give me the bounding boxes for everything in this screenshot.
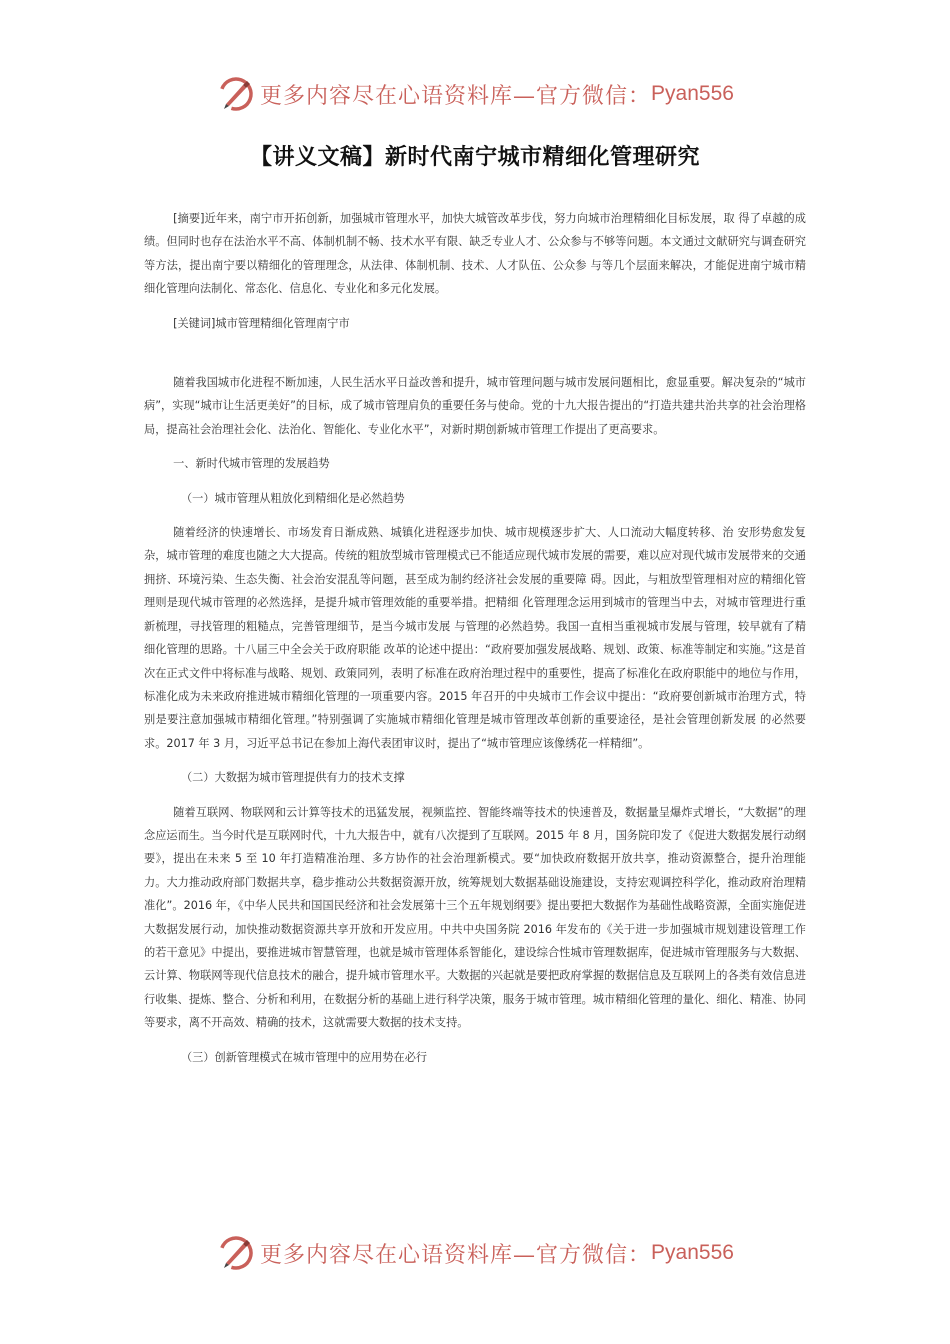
subsection-heading-2: （二）大数据为城市管理提供有力的技术支撑 [180, 771, 405, 785]
banner-text: 更多内容尽在心语资料库—官方微信： [260, 83, 652, 109]
banner-text: 更多内容尽在心语资料库—官方微信： [260, 1242, 652, 1268]
document-title: 【讲义文稿】新时代南宁城市精细化管理研究 [249, 145, 700, 170]
subsection-body-2: 随着互联网、物联网和云计算等技术的迅猛发展，视频监控、智能终端等技术的快速普及，数据量呈爆炸式增长，“大数据”的理念应运而生。当今时代是互联网时代，十九大报告中，就有八次提到了互联网。2015 年 8 月，国务院印发了《促进大数据发展行动纲要》，提出在未来 5 至 10 年打造精准治理、多方协作的社会治理新模式。要“加快政府数据开放共享，推动资源整合，提升治理能力。大力推动政府部门数据共享，稳步推动公共数据资源开放，统筹规划大数据基础设施建设，支持宏观调控科学化，推动政府治理精准化”。2016 年，《中华人民共和国国民经济和社会发展第十三个五年规划纲要》提出要把大数据作为基础性战略资源，全面实施促进大数据发展行动，加快推动数据资源共享开放和开发应用。中共中央国务院 2016 年发布的《关于进一步加强城市规划建设管理工作的若干意见》中提出，要推进城市智慧管理，也就是城市管理体系智能化，建设综合性城市管理数据库，促进城市管理服务与大数据、云计算、物联网等现代信息技术的融合，提升城市管理水平。大数据的兴起就是要把政府掌握的数据信息及互联网上的各类有效信息进行收集、提炼、整合、分析和利用，在数据分析的基础上进行科学决策，服务于城市管理。城市精细化管理的量化、细化、精准、协同等要求，离不开高效、精确的技术，这就需要大数据的技术支持。 [144, 805, 806, 1030]
keywords-paragraph: [关键词]城市管理精细化管理南宁市 [173, 316, 350, 330]
brush-pen-logo-icon [216, 74, 256, 114]
brush-pen-logo-icon [216, 1233, 256, 1273]
section-heading-1: 一、新时代城市管理的发展趋势 [173, 457, 330, 471]
abstract-paragraph: [摘要]近年来，南宁市开拓创新，加强城市管理水平，加快大城管改革步伐，努力向城市治理精细化目标发展，取 得了卓越的成绩。但同时也存在法治水平不高、体制机制不畅、技术水平有限、缺乏专业人才、公众参与不够等问题。本文通过文献研究与调查研究等方法，提出南宁要以精细化的管理理念，从法律、体制机制、技术、人才队伍、公众参 与等几个层面来解决，才能促进南宁城市精细化管理向法制化、常态化、信息化、专业化和多元化发展。 [144, 212, 806, 296]
footer-banner [0, 1231, 950, 1275]
banner-wechat-id: Pyan556 [651, 1241, 734, 1264]
document-body [144, 207, 806, 1069]
banner-wechat-id: Pyan556 [651, 82, 734, 105]
subsection-body-1: 随着经济的快速增长、市场发育日渐成熟、城镇化进程逐步加快、城市规模逐步扩大、人口流动大幅度转移、治 安形势愈发复杂，城市管理的难度也随之大大提高。传统的粗放型城市管理模式已不能适应现代城市发展的需要，难以应对现代城市发展带来的交通拥挤、环境污染、生态失衡、社会治安混乱等问题，甚至成为制约经济社会发展的重要障 碍。因此，与粗放型管理相对应的精细化管理则是现代城市管理的必然选择，是提升城市管理效能的重要举措。把精细 化管理理念运用到城市的管理当中去，对城市管理进行重新梳理，寻找管理的粗糙点，完善管理细节，是当今城市发展 与管理的必然趋势。我国一直相当重视城市发展与管理，较早就有了精细化管理的思路。十八届三中全会关于政府职能 改革的论述中提出：“政府要加强发展战略、规划、政策、标准等制定和实施。”这是首次在正式文件中将标准与战略、规划、政策同列，表明了标准在政府治理过程中的重要性，提高了标准化在政府职能中的地位与作用，标准化成为未来政府推进城市精细化管理的一项重要内容。2015 年召开的中央城市工作会议中提出：“政府要创新城市治理方式，特别是要注意加强城市精细化管理。”特别强调了实施城市精细化管理是城市管理改革创新的重要途径，是社会管理创新发展 的必然要求。2017 年 3 月，习近平总书记在参加上海代表团审议时，提出了“城市管理应该像绣花一样精细”。 [144, 526, 806, 750]
subsection-heading-3: （三）创新管理模式在城市管理中的应用势在必行 [180, 1050, 428, 1064]
header-banner [0, 72, 950, 116]
intro-paragraph: 随着我国城市化进程不断加速，人民生活水平日益改善和提升，城市管理问题与城市发展问题相比，愈显重要。解决复杂的“城市病”，实现“城市让生活更美好”的目标，成了城市管理肩负的重要任务与使命。党的十九大报告提出的“打造共建共治共享的社会治理格局，提高社会治理社会化、法治化、智能化、专业化水平”，对新时期创新城市管理工作提出了更高要求。 [144, 376, 806, 436]
subsection-heading-1: （一）城市管理从粗放化到精细化是必然趋势 [180, 491, 405, 505]
